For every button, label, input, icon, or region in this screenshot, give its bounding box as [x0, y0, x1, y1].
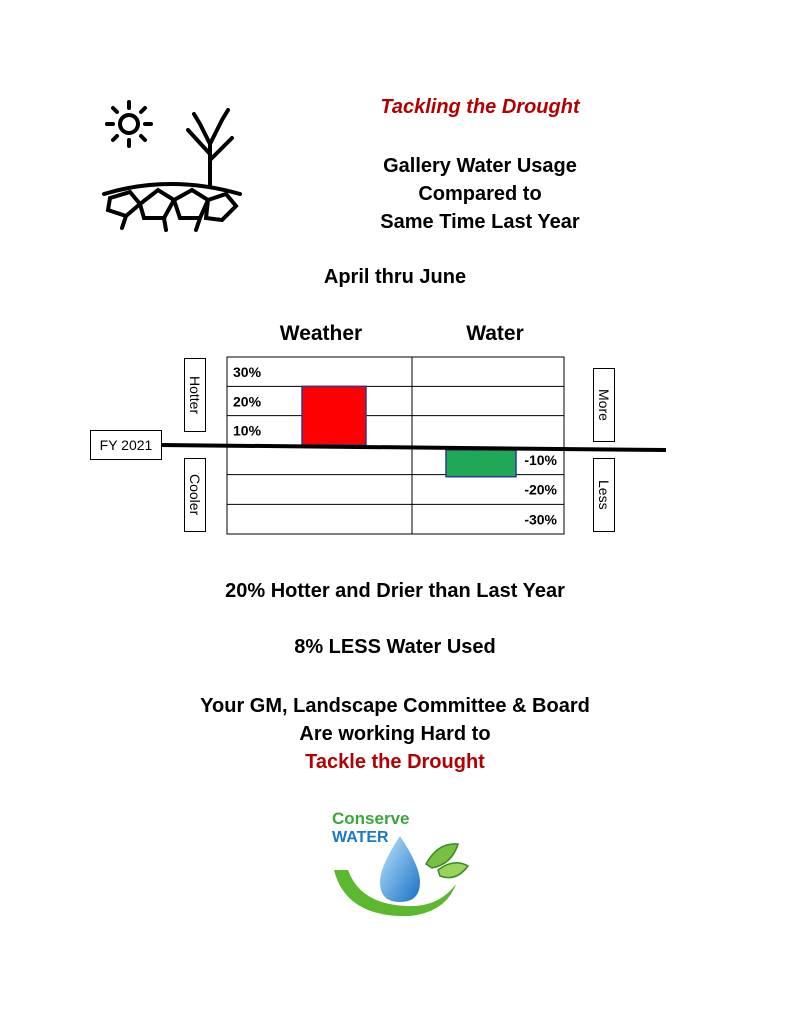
water-column-label: Water [466, 322, 524, 345]
more-label: More [593, 368, 615, 442]
weather-column-label: Weather [279, 322, 363, 345]
page-title: Tackling the Drought [380, 96, 580, 118]
team-line: Are working Hard to [299, 723, 491, 745]
subtitle [320, 152, 640, 236]
hotter-statement: 20% Hotter and Drier than Last Year [225, 580, 565, 602]
y-tick-label: 30% [233, 364, 262, 380]
subtitle-line: Same Time Last Year [380, 211, 580, 233]
y-tick-label: 20% [233, 393, 262, 410]
baseline-line [160, 445, 666, 450]
conserve-water-logo [326, 800, 474, 924]
weather-bar [302, 386, 366, 445]
hotter-label: Hotter [184, 358, 206, 432]
team-line-highlight: Tackle the Drought [305, 751, 485, 773]
subtitle-line: Compared to [418, 183, 542, 205]
y-tick-label: 10% [233, 422, 262, 439]
team-line: Your GM, Landscape Committee & Board [200, 695, 590, 717]
less-water-statement: 8% LESS Water Used [294, 636, 496, 658]
y-tick-label: -10% [524, 452, 557, 468]
logo-text-water: WATER [332, 829, 389, 846]
team-statement [150, 692, 640, 776]
period-label: April thru June [323, 266, 467, 288]
drought-sun-tree-icon [96, 94, 244, 234]
y-tick-label: -20% [524, 481, 557, 498]
less-label: Less [593, 458, 615, 532]
subtitle-line: Gallery Water Usage [383, 155, 577, 177]
baseline-label: FY 2021 [90, 430, 162, 460]
cooler-label: Cooler [184, 458, 206, 532]
logo-text-conserve: Conserve [332, 809, 410, 828]
y-tick-label: -30% [524, 511, 557, 528]
water-bar [446, 450, 516, 477]
